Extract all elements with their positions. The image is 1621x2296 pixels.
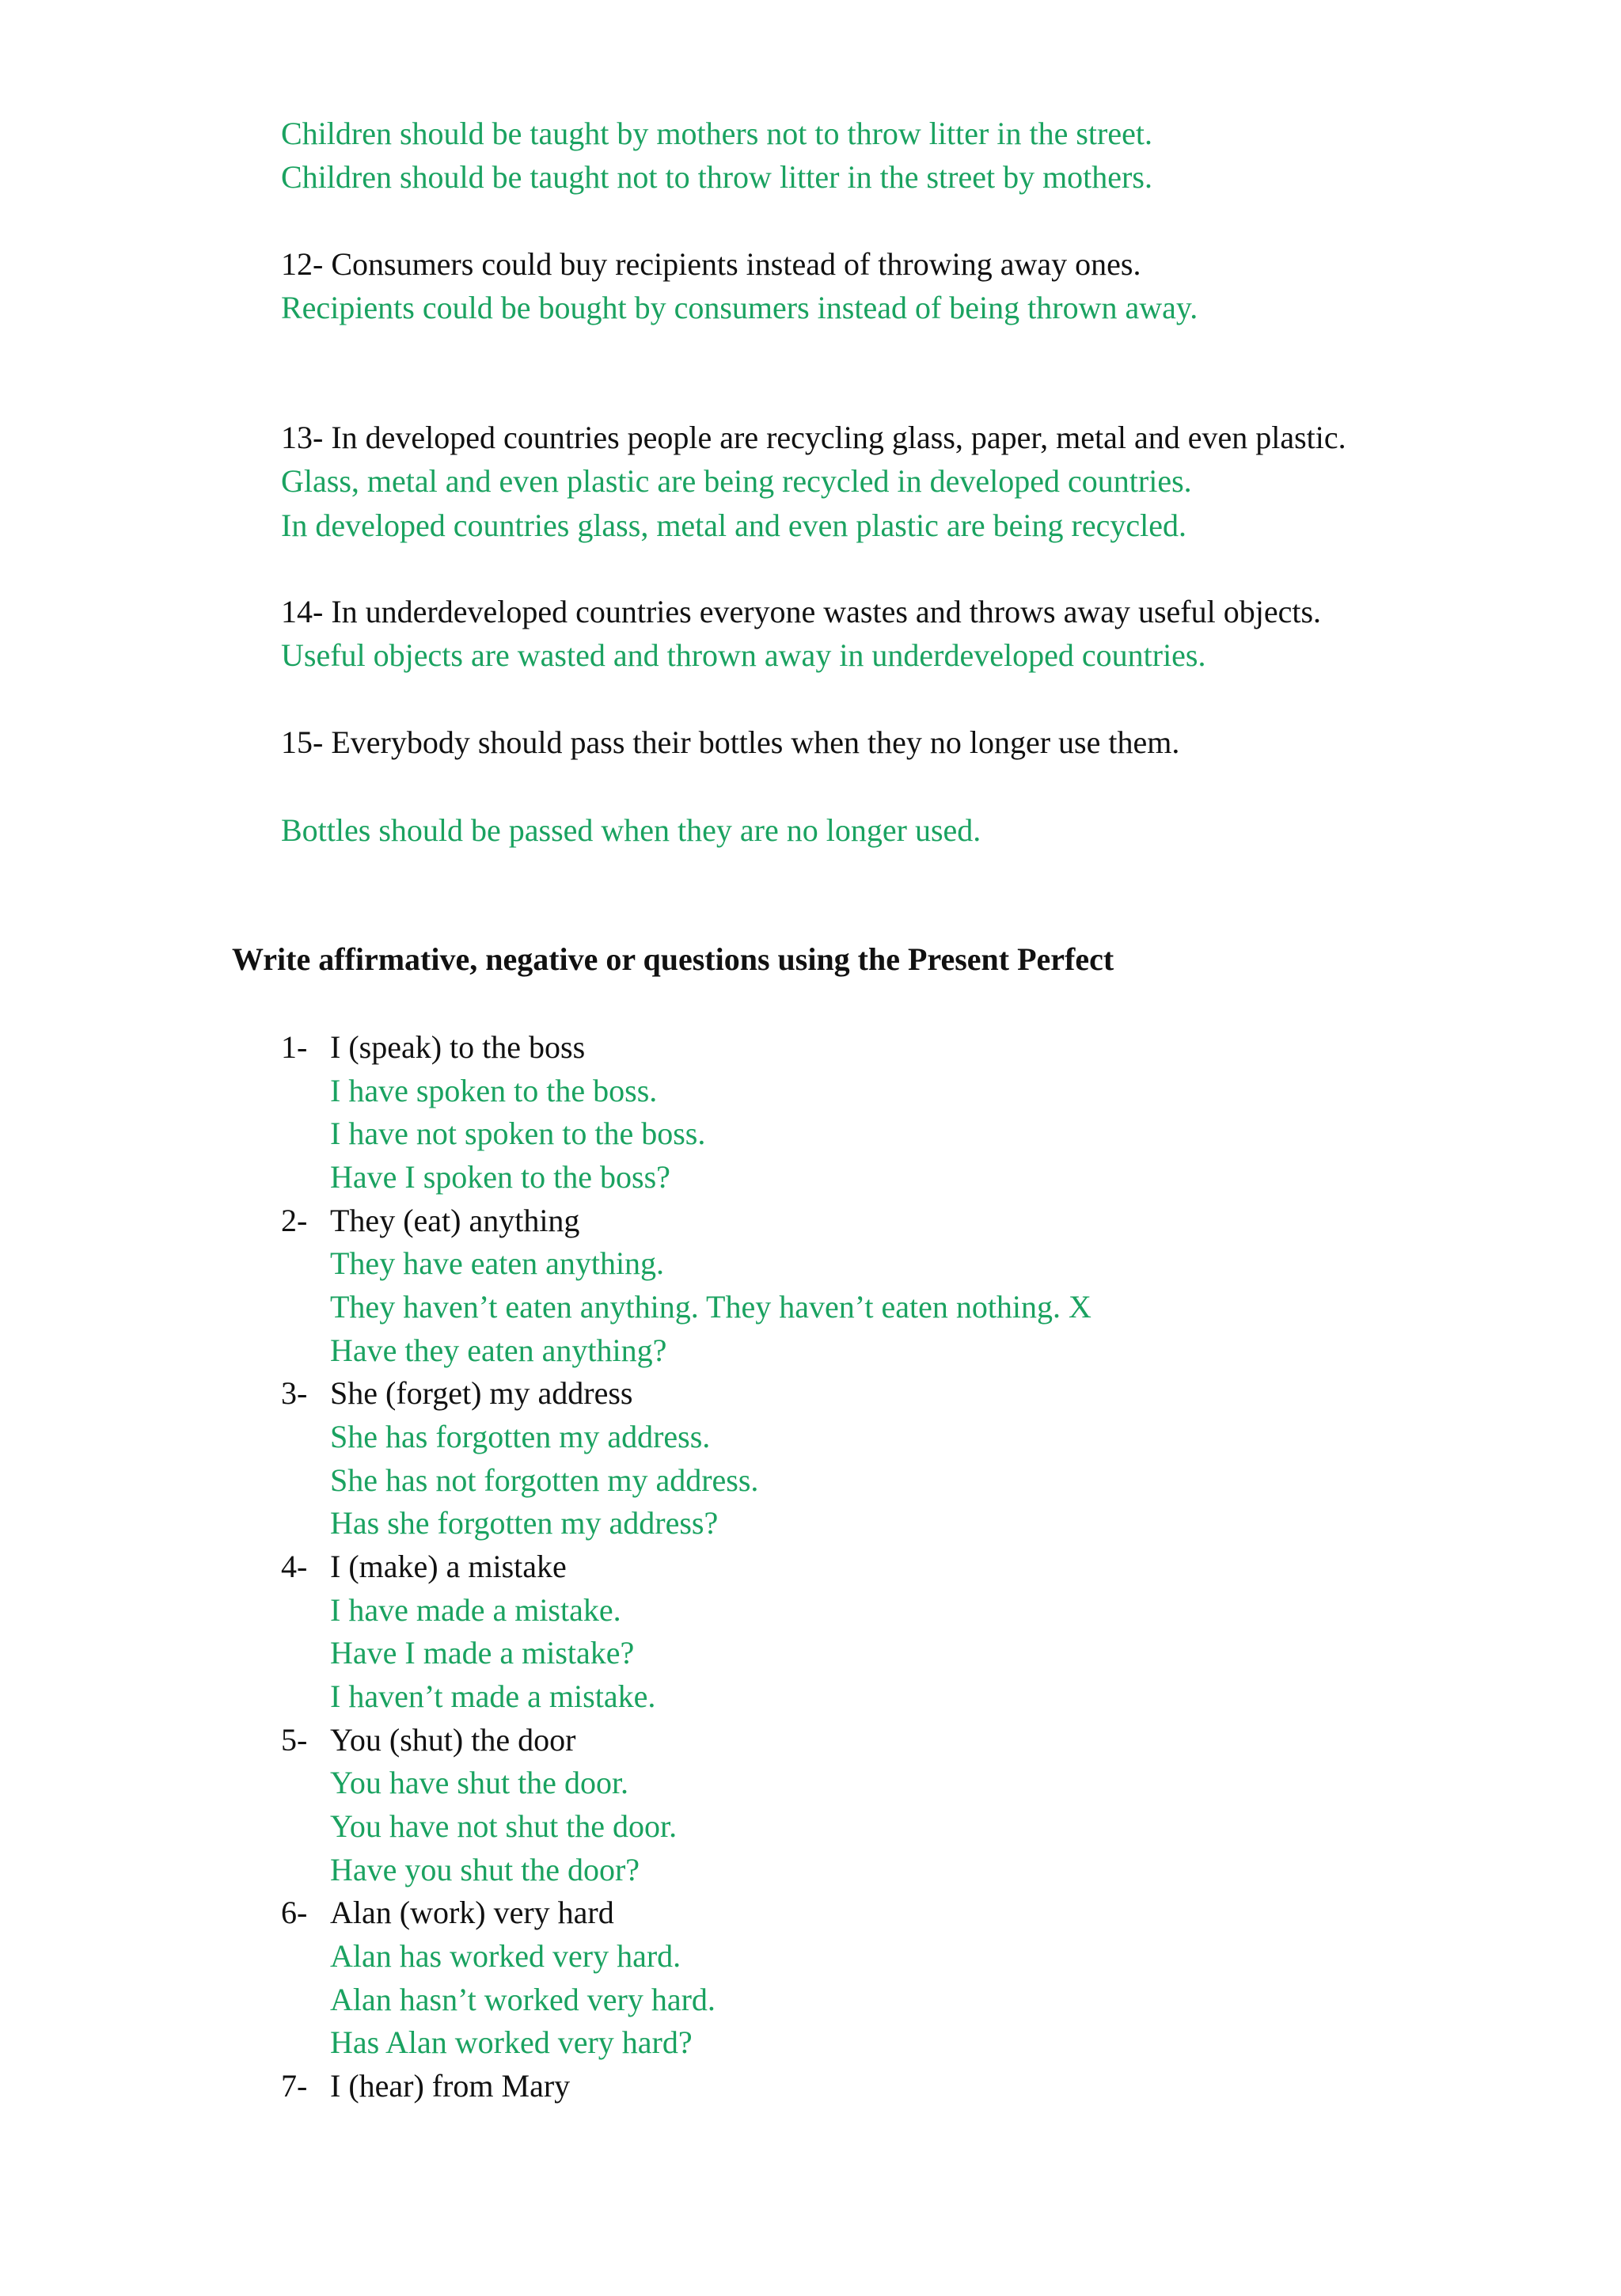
- answer-line: Has she forgotten my address?: [330, 1505, 719, 1541]
- exercise-number: 3-: [281, 1375, 308, 1411]
- answer-line: Have I made a mistake?: [330, 1635, 635, 1671]
- exercise-prompt-text: They (eat) anything: [330, 1203, 580, 1238]
- answer-line: She has forgotten my address.: [330, 1419, 711, 1454]
- answer-line: You have not shut the door.: [330, 1808, 678, 1844]
- exercise-prompt: [281, 1027, 585, 1068]
- answer-line: I have not spoken to the boss.: [330, 1116, 706, 1151]
- answer-line: Alan has worked very hard.: [330, 1938, 681, 1974]
- answer-line: Children should be taught by mothers not to throw litter in the street.: [281, 116, 1152, 151]
- exercise-prompt: [281, 2066, 570, 2107]
- answer-line: Bottles should be passed when they are no longer used.: [281, 812, 981, 848]
- answer-line: Have they eaten anything?: [330, 1332, 667, 1368]
- question-line: 13- In developed countries people are recycling glass, paper, metal and even plastic.: [281, 420, 1346, 455]
- exercise-number: 2-: [281, 1203, 308, 1238]
- answer-line: She has not forgotten my address.: [330, 1462, 759, 1498]
- exercise-prompt: [281, 1892, 614, 1933]
- exercise-prompt-text: She (forget) my address: [330, 1375, 633, 1411]
- exercise-number: 7-: [281, 2068, 308, 2104]
- answer-line: They have eaten anything.: [330, 1245, 665, 1281]
- exercise-prompt: [281, 1546, 567, 1587]
- answer-line: Has Alan worked very hard?: [330, 2024, 693, 2060]
- answer-line: You have shut the door.: [330, 1765, 629, 1800]
- exercise-prompt: [281, 1200, 579, 1241]
- question-line: 12- Consumers could buy recipients instead of throwing away ones.: [281, 246, 1141, 282]
- exercise-prompt-text: I (make) a mistake: [330, 1549, 567, 1584]
- answer-line: Children should be taught not to throw litter in the street by mothers.: [281, 159, 1152, 195]
- answer-line: I have spoken to the boss.: [330, 1073, 658, 1108]
- answer-line: I haven’t made a mistake.: [330, 1678, 656, 1714]
- answer-line: I have made a mistake.: [330, 1592, 621, 1628]
- question-line: 15- Everybody should pass their bottles when they no longer use them.: [281, 724, 1180, 760]
- exercise-prompt-text: I (speak) to the boss: [330, 1029, 586, 1065]
- exercise-prompt-text: You (shut) the door: [330, 1722, 576, 1758]
- exercise-prompt-text: Alan (work) very hard: [330, 1895, 614, 1930]
- exercise-number: 1-: [281, 1029, 308, 1065]
- answer-line: Useful objects are wasted and thrown away in underdeveloped countries.: [281, 637, 1206, 673]
- answer-line: They haven’t eaten anything. They haven’t eaten nothing. X: [330, 1289, 1091, 1325]
- answer-line: Glass, metal and even plastic are being recycled in developed countries.: [281, 463, 1192, 499]
- answer-line: Have I spoken to the boss?: [330, 1159, 670, 1195]
- exercise-prompt: [281, 1373, 633, 1414]
- exercise-number: 6-: [281, 1895, 308, 1930]
- answer-line: Have you shut the door?: [330, 1852, 640, 1887]
- answer-line: Recipients could be bought by consumers instead of being thrown away.: [281, 290, 1198, 325]
- section-heading: Write affirmative, negative or questions using the Present Perfect: [232, 941, 1114, 977]
- exercise-prompt: [281, 1720, 575, 1761]
- exercise-number: 4-: [281, 1549, 308, 1584]
- answer-line: In developed countries glass, metal and even plastic are being recycled.: [281, 507, 1186, 543]
- exercise-prompt-text: I (hear) from Mary: [330, 2068, 571, 2104]
- exercise-number: 5-: [281, 1722, 308, 1758]
- answer-line: Alan hasn’t worked very hard.: [330, 1982, 716, 2017]
- question-line: 14- In underdeveloped countries everyone wastes and throws away useful objects.: [281, 594, 1322, 629]
